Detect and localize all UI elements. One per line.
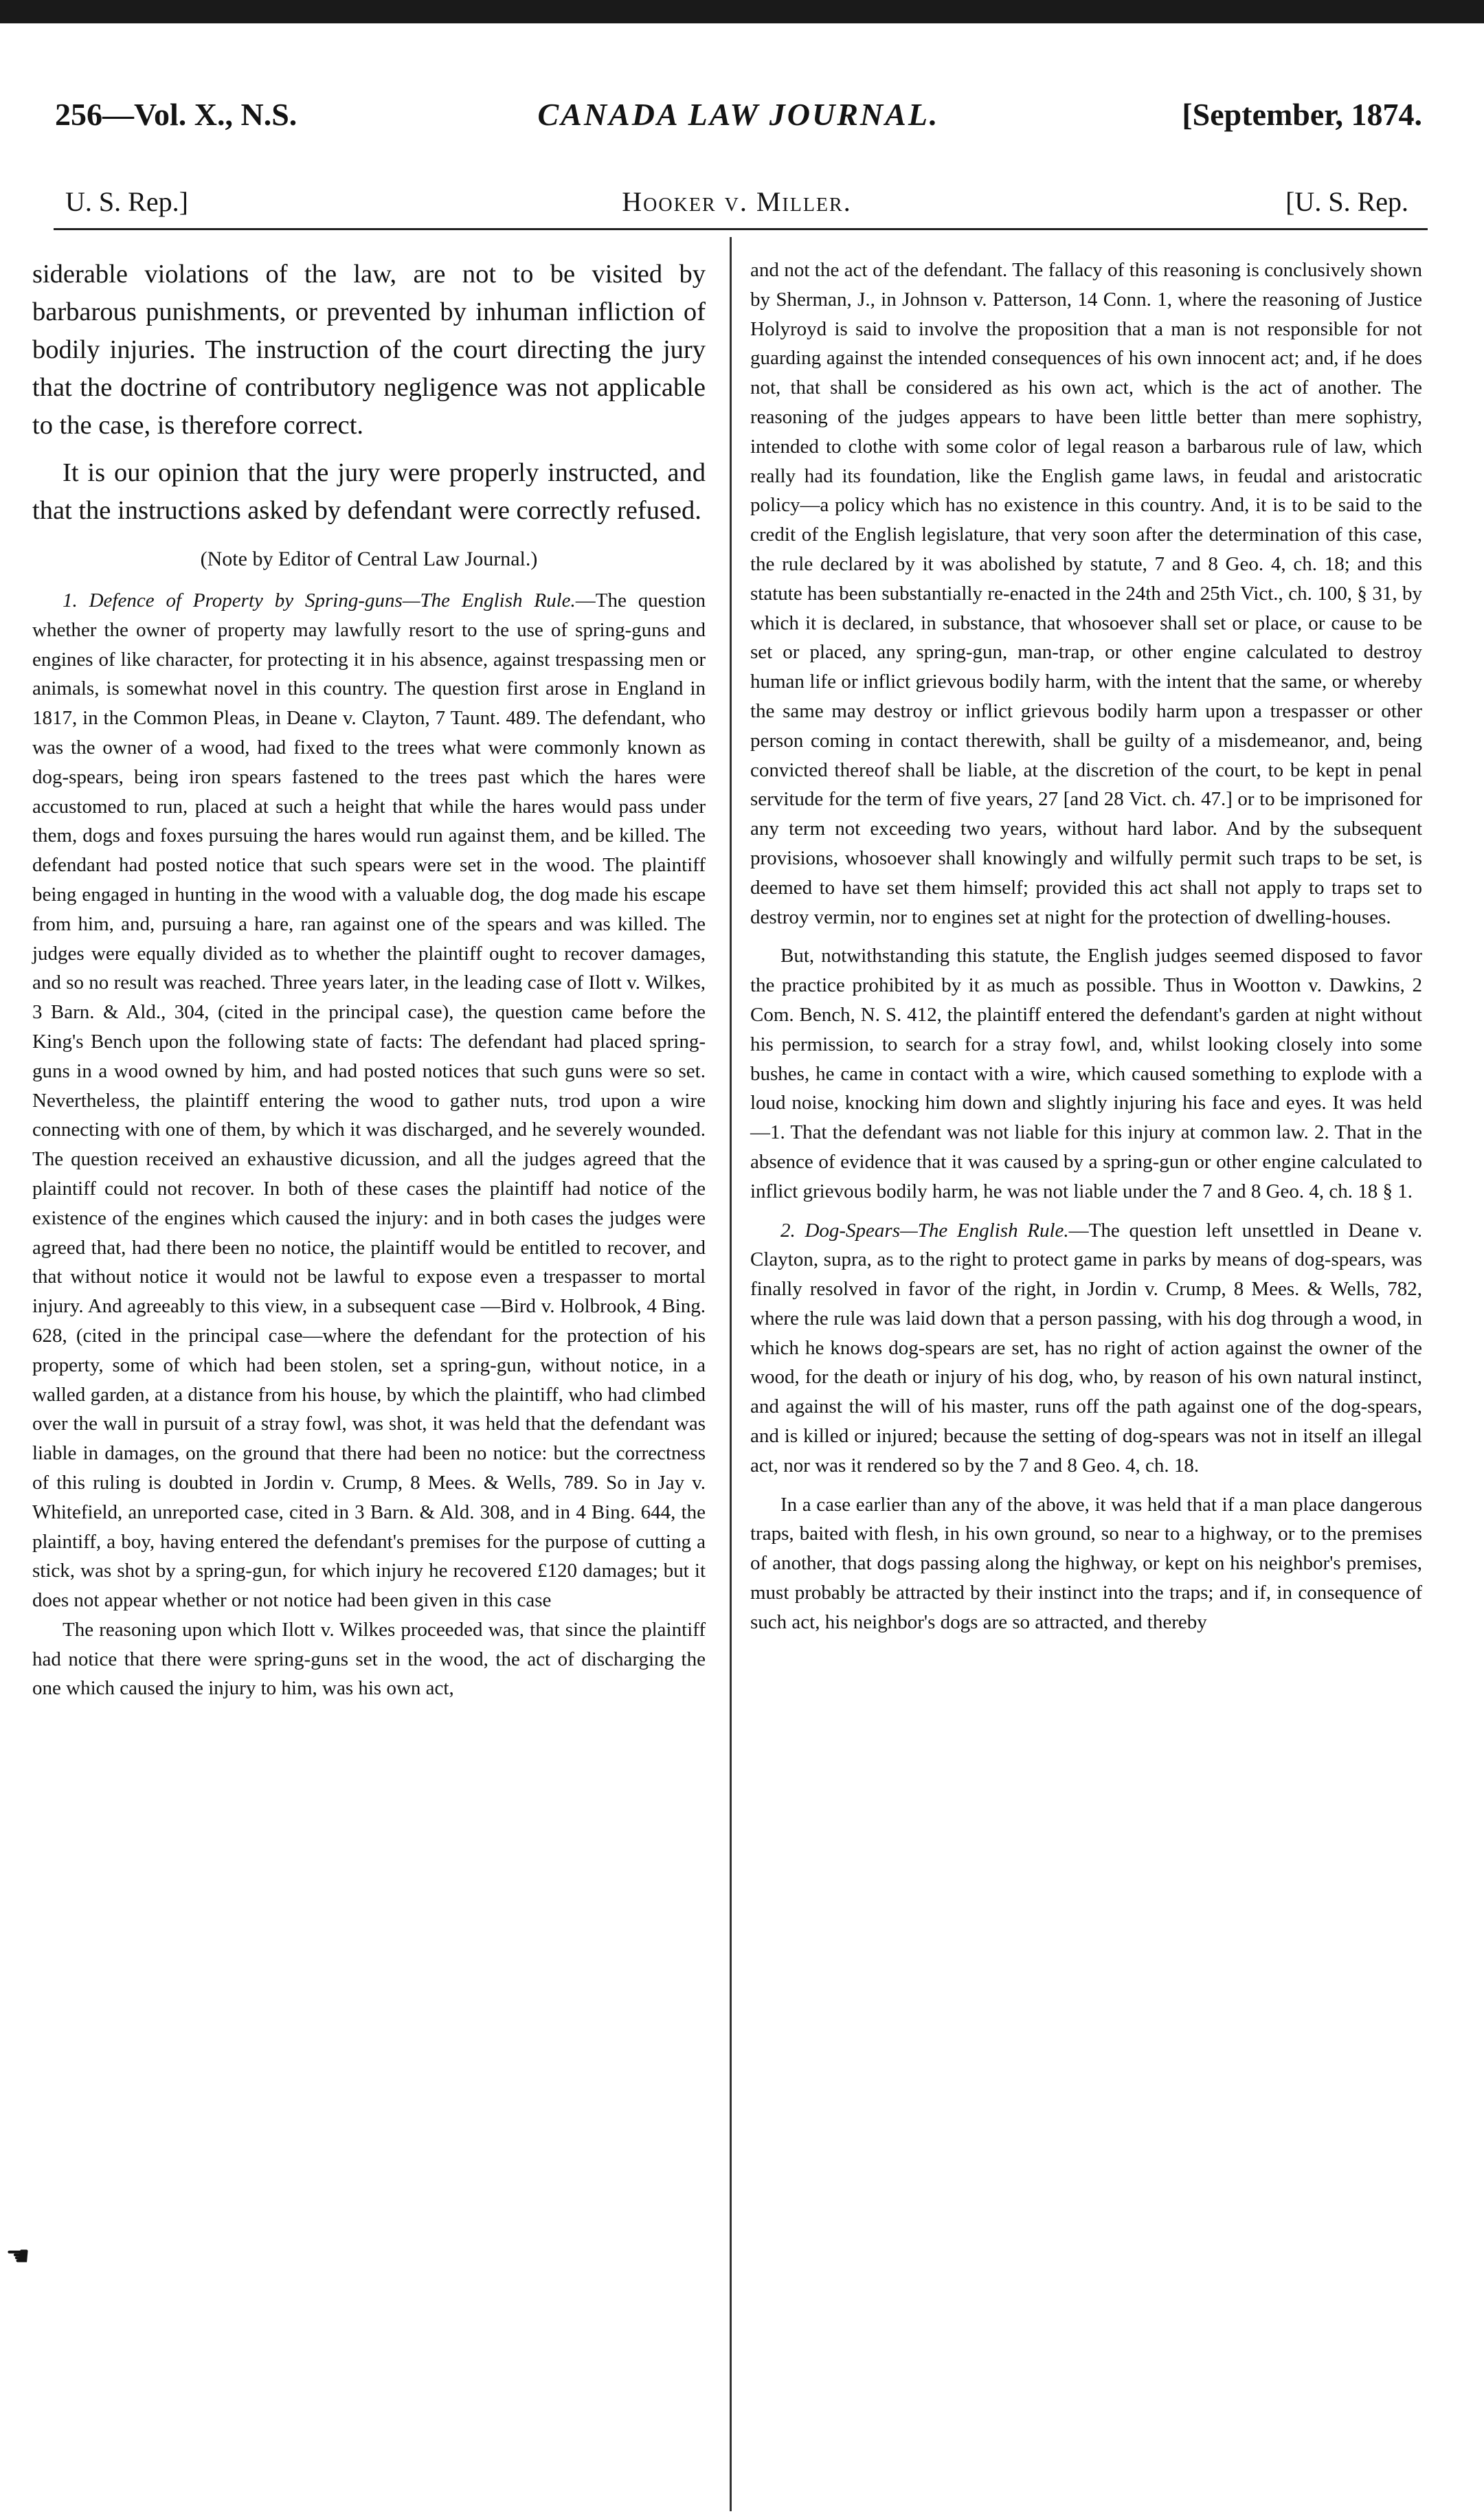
page-folio: 256—Vol. X., N.S. [55,97,297,132]
journal-title: CANADA LAW JOURNAL. [537,97,940,132]
note-heading: 1. Defence of Property by Spring-guns—The English Rule. [63,590,576,611]
header-rule [54,228,1428,230]
column-divider [730,237,732,2511]
editor-note-title: (Note by Editor of Central Law Journal.) [200,548,538,570]
note-paragraph [750,1216,1422,1481]
opinion-paragraph: siderable violations of the law, are not to be visited by barbarous punishments, or prevented by inhuman infliction of bodily injuries. The instruction of the court directing the jury that the doctrine of contributory negligence was not applicable to the case, is therefore correct. [32,260,706,440]
note-paragraph: and not the act of the defendant. The fallacy of this reasoning is conclusively shown by Sherman, J., in Johnson v. Patterson, 14 Conn. 1, where the reasoning of Justice Holyroyd is said to involve the proposition that a man is not responsible for not guarding against the intended consequences of his own innocent act; and, if he does not, that shall be considered as his own act, which is the act of another. The reasoning of the judges appears to have been little better than mere sophistry, intended to clothe with some color of legal reason a barbarous rule of law, which really had its foundation, like the English game laws, in feudal and aristocratic policy—a policy which has no existence in this country. And, it is to be said to the credit of the English legislature, that very soon after the determination of this case, the rule declared by it was abolished by statute, 7 and 8 Geo. 4, ch. 18; and this statute has been substantially re-enacted in the 24th and 25th Vict., ch. 100, § 31, by which it is declared, in substance, that whosoever shall set or place, or cause to be set or placed, any spring-gun, man-trap, or other engine calculated to destroy human life or inflict grievous bodily harm, with the intent that the same, or whereby the same may destroy or inflict grievous bodily harm upon a trespasser or other person coming in contact therewith, shall be guilty of a misdemeanor, and, being convicted thereof shall be liable, at the discretion of the court, to be kept in penal servitude for the term of five years, 27 [and 28 Vict. ch. 47.] or to be imprisoned for any term not exceeding two years, without hard labor. And by the subsequent provisions, whosoever shall knowingly and wilfully permit such traps to be set, is deemed to have set them himself; provided this act shall not apply to traps set to destroy vermin, nor to engines set at night for the protection of dwelling-houses. [750,259,1422,928]
note-text: —The question left unsettled in Deane v. Clayton, supra, as to the right to protect game in parks by means of dog-spears, was finally resolved in favor of the right, in Jordin v. Crump, 8 Mees. & Wells, 782, where the rule was laid down that a person passing, with his dog through a wood, in which he knows dog-spears are set, has no right of action against the owner of the wood, for the death or injury of his dog, who, by reason of his own natural instinct, and against the will of his master, runs off the path against one of the dog-spears, and is killed or injured; because the setting of dog-spears was not in itself an illegal act, nor was it rendered so by the 7 and 8 Geo. 4, ch. 18. [750,1219,1422,1477]
running-header [55,96,1422,144]
issue-date: [September, 1874. [1182,97,1422,132]
report-label-right: [U. S. Rep. [1285,186,1408,217]
note-paragraph [32,586,706,1615]
pointing-hand-icon: ☚ [5,2241,30,2271]
note-paragraph: In a case earlier than any of the above, it was held that if a man place dangerous traps, baited with flesh, in his own ground, so near to a highway, or to the premises of another, that dogs passing along the highway, or kept on his neighbor's premises, must probably be attracted by their instinct into the traps; and if, in consequence of such act, his neighbor's dogs are so attracted, and thereby [750,1493,1422,1633]
case-title: Hooker v. Miller. [622,186,852,217]
left-column [32,256,706,1703]
opinion-paragraph: It is our opinion that the jury were properly instructed, and that the instructions asked by defendant were correctly refused. [32,458,706,525]
note-paragraph: But, notwithstanding this statute, the English judges seemed disposed to favor the practice prohibited by it as much as possible. Thus in Wootton v. Dawkins, 2 Com. Bench, N. S. 412, the plaintiff entered the defendant's garden at night without his permission, to search for a stray fowl, and, whilst looking closely into some bushes, he came in contact with a wire, which caused something to explode with a loud noise, knocking him down and slightly injuring his face and eyes. It was held—1. That the defendant was not liable for this injury at common law. 2. That in the absence of evidence that it was caused by a spring-gun or other engine calculated to inflict grievous bodily harm, he was not liable under the 7 and 8 Geo. 4, ch. 18 § 1. [750,945,1422,1202]
case-header [65,186,1408,227]
report-label-left: U. S. Rep.] [65,186,188,217]
note-text: —The question whether the owner of property may lawfully resort to the use of spring-guns and engines of like character, for protecting it in his absence, against trespassing men or animals, is somewhat novel in this country. The question first arose in England in 1817, in the Common Pleas, in Deane v. Clayton, 7 Taunt. 489. The defendant, who was the owner of a wood, had fixed to the trees what were commonly known as dog-spears, being iron spears fastened to the trees past which the hares were accustomed to run, placed at such a height that while the hares would pass under them, dogs and foxes pursuing the hares would run against them, and be killed. The defendant had posted notice that such spears were set in the wood. The plaintiff being engaged in hunting in the wood with a valuable dog, the dog made his escape from him, and, pursuing a hare, ran against one of the spears and was killed. The judges were equally divided as to whether the plaintiff ought to recover damages, and so no result was reached. Three years later, in the leading case of Ilott v. Wilkes, 3 Barn. & Ald., 304, (cited in the principal case), the question came before the King's Bench upon the following state of facts: The defendant had placed spring-guns in a wood owned by him, and had posted notices that such guns were so set. Nevertheless, the plaintiff entering the wood to gather nuts, trod upon a wire connecting with one of them, by which it was discharged, and he severely wounded. The question received an exhaustive dicussion, and all the judges agreed that the plaintiff could not recover. In both of these cases the plaintiff had notice of the existence of the engines which caused the injury: and in both cases the judges were agreed that, had there been no notice, the plaintiff would be entitled to recover, and that without notice it would not be lawful to expose even a trespasser to mortal injury. And agreeably to this view, in a subsequent case —Bird v. Holbrook, 4 Bing. 628, (cited in the principal case—where the defendant for the protection of his property, some of which had been stolen, set a spring-gun, without notice, in a walled garden, at a distance from his house, by which the plaintiff, who had climbed over the wall in pursuit of a stray fowl, was shot, it was held that the defendant was liable in damages, on the ground that there had been no notice: but the correctness of this ruling is doubted in Jordin v. Crump, 8 Mees. & Wells, 789. So in Jay v. Whitefield, an unreported case, cited in 3 Barn. & Ald. 308, and in 4 Bing. 644, the plaintiff, a boy, having entered the defendant's premises for the purpose of cutting a stick, was shot by a spring-gun, for which injury he recovered £120 damages; but it does not appear whether or not notice had been given in this case [32,590,706,1612]
note-heading: 2. Dog-Spears—The English Rule. [780,1219,1069,1242]
note-paragraph: The reasoning upon which Ilott v. Wilkes proceeded was, that since the plaintiff had notice that there were spring-guns set in the wood, the act of discharging the one which caused the injury to him, was his own act, [32,1618,706,1700]
right-column [750,256,1422,1637]
